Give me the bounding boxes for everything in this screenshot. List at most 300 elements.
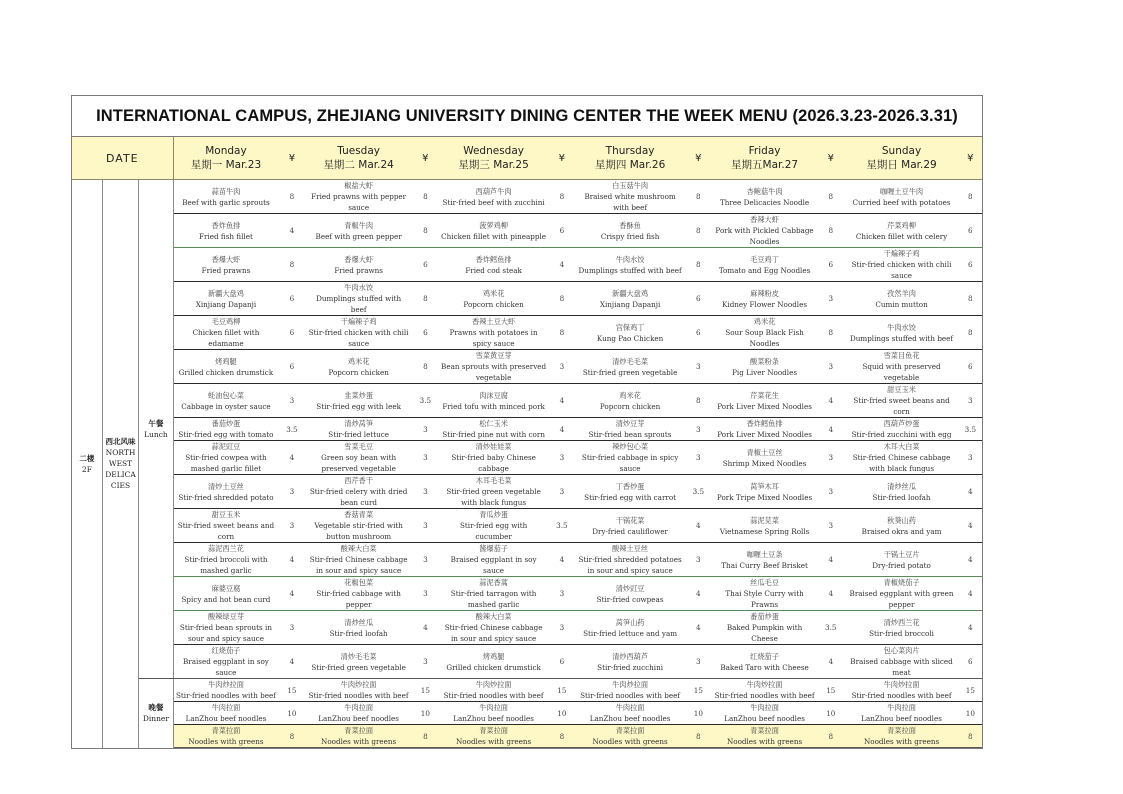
dish-name-en: Beef with green pepper xyxy=(315,231,402,241)
dish-name-cn: 蒜泥苋菜 xyxy=(750,515,779,525)
dish-cell xyxy=(844,180,958,214)
day-header-sunday xyxy=(844,137,958,180)
dish-cell xyxy=(306,350,412,384)
price-cell: 8 xyxy=(685,214,712,248)
dish-name-cn: 莴笋山药 xyxy=(615,617,645,627)
price-cell: 8 xyxy=(959,316,982,350)
dish-cell xyxy=(173,577,278,611)
price-cell: 8 xyxy=(817,725,844,748)
dish-name-cn: 青椒牛肉 xyxy=(344,220,374,230)
day-date: 星期四 Mar.26 xyxy=(594,159,666,171)
menu-row xyxy=(72,543,982,577)
dish-name-en: Beef with garlic sprouts xyxy=(182,197,270,207)
dish-name-en: Braised cabbage with sliced meat xyxy=(850,657,953,677)
dish-cell xyxy=(844,441,958,475)
dish-name-cn: 清炒西兰花 xyxy=(883,617,920,627)
price-cell: 3 xyxy=(548,611,575,645)
dish-name-en: Noodles with greens xyxy=(188,737,264,746)
dish-name-en: Stir-fried egg with carrot xyxy=(584,492,677,502)
dish-cell xyxy=(173,350,278,384)
dish-name-cn: 莴笋木耳 xyxy=(750,481,779,491)
price-cell: 6 xyxy=(959,350,982,384)
dish-name-en: Noodles with greens xyxy=(321,737,397,746)
dish-name-cn: 牛肉拉面 xyxy=(750,703,779,712)
dish-name-en: Stir-fried celery with dried bean curd xyxy=(309,487,408,507)
dish-cell xyxy=(439,702,548,725)
dish-name-en: Pork Liver Mixed Noodles xyxy=(717,401,812,411)
dish-name-cn: 秋葵山药 xyxy=(887,515,916,525)
dish-cell xyxy=(712,679,817,702)
dish-name-cn: 牛肉水饺 xyxy=(344,283,374,292)
dish-name-en: Vietnamese Spring Rolls xyxy=(719,526,810,536)
price-cell: 3 xyxy=(817,350,844,384)
dish-name-en: Fried fish fillet xyxy=(199,231,253,241)
price-cell: 6 xyxy=(959,645,982,679)
price-cell: 6 xyxy=(412,316,439,350)
dish-name-en: Thai Style Curry with Prawns xyxy=(725,589,804,609)
price-cell: 8 xyxy=(548,282,575,316)
dish-name-en: Pork with Pickled Cabbage Noodles xyxy=(715,226,814,246)
dish-cell xyxy=(173,384,278,418)
dish-name-en: Stir-fried lettuce xyxy=(328,430,390,439)
floor-label xyxy=(72,180,102,748)
dish-name-cn: 酸菜粉条 xyxy=(750,356,779,366)
dish-cell xyxy=(576,350,685,384)
dish-cell xyxy=(439,441,548,475)
dish-name-en: Fried prawns with pepper sauce xyxy=(311,192,407,212)
dish-cell xyxy=(576,441,685,475)
price-cell: 3 xyxy=(817,282,844,316)
dish-cell xyxy=(173,441,278,475)
price-cell: 8 xyxy=(559,192,565,201)
dish-name-cn: 麻辣粉皮 xyxy=(750,288,779,298)
dish-name-cn: 牛肉水饺 xyxy=(887,322,916,332)
price-cell: 4 xyxy=(278,543,305,577)
price-cell: 8 xyxy=(817,214,844,248)
dish-name-cn: 青瓜炒蛋 xyxy=(479,510,508,519)
dish-name-en: Stir-fried green vegetable with black fungus xyxy=(446,487,541,507)
dish-name-en: Stir-fried noodles with beef xyxy=(308,691,409,700)
dish-name-en: Xinjiang Dapanji xyxy=(599,299,661,309)
dish-name-cn: 牛肉拉面 xyxy=(479,703,508,712)
dish-cell xyxy=(173,475,278,509)
menu-row xyxy=(72,725,982,748)
dish-name-en: Stir-fried zucchini xyxy=(597,662,664,672)
dish-cell xyxy=(576,611,685,645)
dish-cell xyxy=(439,577,548,611)
currency-label: ¥ xyxy=(412,137,439,180)
price-cell: 8 xyxy=(696,192,701,201)
floor-cn: 二楼 xyxy=(79,453,95,463)
price-cell: 4 xyxy=(685,611,712,645)
header-row xyxy=(72,137,982,180)
dish-name-cn: 蒜泥香蒿 xyxy=(479,578,508,587)
price-cell: 6 xyxy=(278,350,305,384)
dish-name-cn: 松仁玉米 xyxy=(479,419,508,428)
dish-cell xyxy=(173,543,278,577)
dish-name-en: Stir-fried baby Chinese cabbage xyxy=(451,453,536,473)
dish-name-en: Stir-fried egg with leek xyxy=(316,401,401,411)
price-cell: 10 xyxy=(817,702,844,725)
dish-cell xyxy=(576,282,685,316)
currency-label: ¥ xyxy=(548,137,575,180)
dish-cell xyxy=(173,180,278,214)
price-cell: 3 xyxy=(817,509,844,543)
price-cell: 4 xyxy=(278,645,305,679)
dish-name-cn: 辣炒包心菜 xyxy=(612,442,649,451)
dish-cell xyxy=(306,645,412,679)
day-date: 星期三 Mar.25 xyxy=(458,159,529,171)
price-cell: 8 xyxy=(423,192,428,201)
price-cell: 4 xyxy=(685,509,712,543)
dish-cell xyxy=(306,316,412,350)
price-cell: 4 xyxy=(685,577,712,611)
dish-name-en: Bean sprouts with preserved vegetable xyxy=(441,362,547,382)
price-cell: 3 xyxy=(685,645,712,679)
price-cell: 4 xyxy=(548,543,575,577)
dish-name-cn: 清炒莴笋 xyxy=(344,419,374,428)
menu-row xyxy=(72,475,982,509)
price-cell: 3.5 xyxy=(278,418,305,441)
price-cell: 8 xyxy=(289,192,295,201)
dish-cell xyxy=(844,679,958,702)
dish-name-en: Popcorn chicken xyxy=(328,367,389,377)
price-cell: 4 xyxy=(959,577,982,611)
dish-name-en: Braised okra and yam xyxy=(861,526,942,536)
dish-name-en: Stir-fried Chinese cabbage in sour and spicy sauce xyxy=(309,555,408,575)
dish-name-en: Noodles with greens xyxy=(456,737,532,746)
dish-name-cn: 西芹香干 xyxy=(344,476,374,485)
dish-cell xyxy=(712,282,817,316)
dish-name-cn: 咖喱土豆牛肉 xyxy=(879,186,924,196)
price-cell: 3 xyxy=(278,509,305,543)
dish-name-en: Baked Pumpkin with Cheese xyxy=(726,623,803,643)
menu-row xyxy=(72,611,982,645)
dish-name-en: Stir-fried Chinese cabbage in sour and spicy sauce xyxy=(444,623,543,643)
dish-cell xyxy=(576,418,685,441)
dish-name-cn: 新疆大盘鸡 xyxy=(207,288,244,298)
price-cell: 15 xyxy=(278,679,305,702)
price-cell: 6 xyxy=(959,214,982,248)
dish-name-en: Dry-fried cauliflower xyxy=(592,526,668,536)
dish-name-cn: 干煸辣子鸡 xyxy=(340,317,377,326)
menu-row xyxy=(72,248,982,282)
dish-name-cn: 新疆大盘鸡 xyxy=(612,288,649,298)
dish-cell xyxy=(439,180,548,214)
price-cell: 3 xyxy=(817,475,844,509)
day-date: 星期二 Mar.24 xyxy=(323,159,394,171)
dish-name-cn: 牛肉水饺 xyxy=(615,254,645,264)
dish-name-cn: 清炒娃娃菜 xyxy=(475,442,512,451)
date-label: DATE xyxy=(72,137,173,180)
dish-name-cn: 清炒土豆丝 xyxy=(207,481,244,491)
dish-name-cn: 咖喱土豆条 xyxy=(746,549,783,559)
dish-name-en: Fried tofu with minced pork xyxy=(442,401,545,411)
dish-cell xyxy=(712,248,817,282)
dish-cell xyxy=(306,679,412,702)
dish-name-en: Noodles with greens xyxy=(592,737,668,746)
dish-name-cn: 香炸鳕鱼排 xyxy=(746,419,783,428)
dish-name-cn: 蒜苗牛肉 xyxy=(211,186,241,196)
price-cell: 4 xyxy=(959,611,982,645)
dish-cell xyxy=(576,180,685,214)
dish-name-en: Stir-fried loofah xyxy=(872,492,931,502)
dish-name-en: Stir-fried sweet beans and corn xyxy=(177,521,275,541)
dish-name-en: Stir-fried noodles with beef xyxy=(580,691,681,700)
dish-cell xyxy=(576,679,685,702)
dish-cell xyxy=(844,418,958,441)
dish-name-cn: 丁香炒蛋 xyxy=(615,481,645,491)
dish-name-cn: 包心菜肉片 xyxy=(883,646,920,655)
dish-name-en: Stir-fried cowpeas xyxy=(596,594,664,604)
dish-name-cn: 椒盐大虾 xyxy=(344,181,374,190)
dish-name-cn: 酱爆茄子 xyxy=(479,544,508,553)
price-cell: 3 xyxy=(278,475,305,509)
dish-name-en: Vegetable stir-fried with button mushroom xyxy=(314,521,403,541)
venue-cn: 西北风味 xyxy=(105,437,136,447)
dish-cell xyxy=(576,645,685,679)
dish-name-cn: 香爆大虾 xyxy=(344,254,374,264)
dish-name-en: Stir-fried shredded potato xyxy=(178,492,274,502)
dish-name-en: LanZhou beef noodles xyxy=(861,714,942,723)
dish-name-cn: 鸡米花 xyxy=(482,288,505,298)
dish-name-en: Stir-fried egg with cucumber xyxy=(460,521,528,541)
price-cell: 3.5 xyxy=(412,384,439,418)
dish-name-cn: 毛豆鸡柳 xyxy=(211,317,241,326)
dish-name-cn: 芹菜花生 xyxy=(750,390,779,400)
day-date: 星期一 Mar.23 xyxy=(190,159,262,171)
price-cell: 8 xyxy=(959,282,982,316)
dish-name-en: Thai Curry Beef Brisket xyxy=(721,560,808,570)
day-name: Tuesday xyxy=(337,145,380,157)
dish-name-cn: 木耳毛毛菜 xyxy=(475,476,512,485)
dish-name-en: Pork Liver Mixed Noodles xyxy=(717,430,812,439)
dish-name-cn: 牛肉拉面 xyxy=(344,703,374,712)
price-cell: 8 xyxy=(968,192,973,201)
price-cell: 4 xyxy=(278,214,305,248)
dish-name-cn: 青椒土豆丝 xyxy=(746,447,783,457)
dish-name-cn: 红烧茄子 xyxy=(750,651,779,661)
dish-cell xyxy=(712,725,817,748)
currency-label: ¥ xyxy=(278,137,305,180)
price-cell: 3 xyxy=(412,509,439,543)
dish-cell xyxy=(439,475,548,509)
price-cell: 8 xyxy=(278,248,305,282)
dish-name-cn: 青菜拉面 xyxy=(344,726,374,735)
dish-name-cn: 白玉菇牛肉 xyxy=(612,181,649,190)
dish-name-en: Pig Liver Noodles xyxy=(732,367,798,377)
price-cell: 6 xyxy=(685,316,712,350)
dish-name-cn: 牛肉炒拉面 xyxy=(475,680,512,689)
meal-en: Dinner xyxy=(142,714,169,724)
dish-cell xyxy=(844,577,958,611)
dish-name-cn: 香炸鳕鱼排 xyxy=(475,254,512,264)
dish-cell xyxy=(306,214,412,248)
price-cell: 8 xyxy=(685,248,712,282)
dish-name-cn: 雪菜黄豆芽 xyxy=(475,351,512,360)
dish-cell xyxy=(844,543,958,577)
currency-label: ¥ xyxy=(959,137,982,180)
dish-cell xyxy=(712,611,817,645)
price-cell: 6 xyxy=(959,248,982,282)
price-cell: 6 xyxy=(278,282,305,316)
dish-cell xyxy=(439,645,548,679)
price-cell: 3 xyxy=(959,384,982,418)
dish-name-en: Kung Pao Chicken xyxy=(596,333,664,343)
price-cell: 4 xyxy=(817,645,844,679)
dish-name-cn: 雪菜目鱼花 xyxy=(883,351,920,360)
menu-row xyxy=(72,645,982,679)
dish-name-en: Dumplings stuffed with beef xyxy=(850,333,954,343)
dish-cell xyxy=(173,248,278,282)
price-cell: 4 xyxy=(548,384,575,418)
dish-name-cn: 红烧茄子 xyxy=(211,646,241,655)
price-cell: 6 xyxy=(817,248,844,282)
menu-row xyxy=(72,418,982,441)
dish-name-en: Dry-fried potato xyxy=(872,560,931,570)
price-cell: 3.5 xyxy=(548,509,575,543)
dish-cell xyxy=(844,611,958,645)
dish-name-en: Cumin mutton xyxy=(875,299,928,309)
dish-name-en: Stir-fried broccoli with mashed garlic xyxy=(184,555,268,575)
price-cell: 3 xyxy=(412,475,439,509)
dish-name-en: Grilled chicken drumstick xyxy=(178,367,274,377)
dish-name-en: Three Delicacies Noodle xyxy=(719,197,810,207)
dish-cell xyxy=(576,384,685,418)
dish-cell xyxy=(173,418,278,441)
dish-name-en: Stir-fried sweet beans and corn xyxy=(853,396,950,416)
price-cell: 15 xyxy=(685,679,712,702)
dish-cell xyxy=(173,702,278,725)
price-cell: 10 xyxy=(959,702,982,725)
dish-name-en: Sour Soup Black Fish Noodles xyxy=(725,328,804,348)
dish-name-en: Stir-fried noodles with beef xyxy=(175,691,276,700)
dish-cell xyxy=(576,725,685,748)
dish-cell xyxy=(844,248,958,282)
dish-cell xyxy=(712,214,817,248)
dish-name-en: Spicy and hot bean curd xyxy=(181,594,271,604)
dish-cell xyxy=(844,475,958,509)
dish-name-en: Chicken fillet with pineapple xyxy=(441,231,547,241)
dish-name-cn: 韭菜炒蛋 xyxy=(344,390,374,400)
price-cell: 3 xyxy=(278,611,305,645)
day-header-thursday xyxy=(576,137,685,180)
price-cell: 3 xyxy=(278,384,305,418)
dish-cell xyxy=(439,509,548,543)
dish-cell xyxy=(306,418,412,441)
dish-name-cn: 牛肉拉面 xyxy=(887,703,916,712)
venue-label xyxy=(102,180,138,748)
dish-cell xyxy=(439,282,548,316)
price-cell: 3.5 xyxy=(817,611,844,645)
dish-cell xyxy=(439,418,548,441)
dish-cell xyxy=(844,350,958,384)
dish-cell xyxy=(712,543,817,577)
price-cell: 4 xyxy=(959,543,982,577)
dish-name-en: Stir-fried bean sprouts in sour and spicy sauce xyxy=(179,623,272,643)
dish-name-en: Baked Taro with Cheese xyxy=(720,662,809,672)
dish-cell xyxy=(576,577,685,611)
meal-en: Lunch xyxy=(144,430,168,439)
price-cell: 3 xyxy=(548,350,575,384)
dish-name-cn: 酸辣大白菜 xyxy=(475,612,512,621)
dish-cell xyxy=(306,282,412,316)
dish-name-en: Stir-fried beef with zucchini xyxy=(442,197,545,207)
dish-cell xyxy=(576,248,685,282)
dish-name-cn: 清炒豇豆 xyxy=(615,583,645,593)
dish-cell xyxy=(173,725,278,748)
dish-name-en: Stir-fried noodles with beef xyxy=(851,691,952,700)
dish-name-cn: 毛豆鸡丁 xyxy=(750,254,779,264)
day-header-friday xyxy=(712,137,817,180)
dish-cell xyxy=(576,214,685,248)
floor-en: 2F xyxy=(81,464,92,474)
dish-cell xyxy=(173,214,278,248)
dish-name-cn: 牛肉炒拉面 xyxy=(612,680,649,689)
dish-cell xyxy=(439,316,548,350)
dish-name-en: Stir-fried chicken with chili sauce xyxy=(851,260,952,280)
dish-name-en: Braised white mushroom with beef xyxy=(584,192,676,212)
dish-name-cn: 青菜拉面 xyxy=(750,726,779,735)
price-cell: 3 xyxy=(412,441,439,475)
dish-cell xyxy=(306,702,412,725)
dish-cell xyxy=(844,384,958,418)
menu-row xyxy=(72,679,982,702)
dish-cell xyxy=(439,384,548,418)
price-cell: 4 xyxy=(548,248,575,282)
price-cell: 8 xyxy=(959,725,982,748)
dish-cell xyxy=(306,441,412,475)
price-cell: 3 xyxy=(548,441,575,475)
dish-name-cn: 雪菜毛豆 xyxy=(344,442,374,451)
dish-name-en: LanZhou beef noodles xyxy=(724,714,805,723)
menu-row xyxy=(72,702,982,725)
price-cell: 4 xyxy=(278,577,305,611)
menu-table xyxy=(72,137,982,748)
day-name: Monday xyxy=(205,145,247,157)
dish-name-en: Noodles with greens xyxy=(726,737,803,746)
dish-name-cn: 清炒豆芽 xyxy=(615,419,645,428)
dish-name-cn: 牛肉拉面 xyxy=(615,703,645,712)
dish-name-en: Shrimp Mixed Noodles xyxy=(722,458,807,468)
price-cell: 8 xyxy=(685,384,712,418)
dish-name-cn: 鸡米花 xyxy=(753,317,776,326)
menu-row xyxy=(72,316,982,350)
dish-name-cn: 宫保鸡丁 xyxy=(615,322,645,332)
venue-en: NORTH WEST DELICA CIES xyxy=(105,448,136,491)
price-cell: 3 xyxy=(685,350,712,384)
dish-name-cn: 酸辣绿豆芽 xyxy=(207,612,244,621)
dish-cell xyxy=(712,384,817,418)
dish-name-cn: 青椒烧茄子 xyxy=(883,578,920,587)
price-cell: 3 xyxy=(412,418,439,441)
dish-cell xyxy=(844,725,958,748)
dish-name-en: Chicken fillet with celery xyxy=(855,231,948,241)
price-cell: 3 xyxy=(412,577,439,611)
price-cell: 10 xyxy=(412,702,439,725)
price-cell: 3 xyxy=(817,441,844,475)
dish-cell xyxy=(712,702,817,725)
dish-name-cn: 芹菜鸡柳 xyxy=(887,220,916,230)
dish-name-en: Stir-fried broccoli xyxy=(869,628,934,638)
dish-name-en: Grilled chicken drumstick xyxy=(446,662,541,672)
price-cell: 3 xyxy=(685,418,712,441)
menu-row xyxy=(72,577,982,611)
dish-name-en: Chicken fillet with edamame xyxy=(192,328,260,348)
dish-name-cn: 清炒丝瓜 xyxy=(887,481,916,491)
dish-name-en: Stir-fried cabbage in spicy sauce xyxy=(581,453,679,473)
day-header-tuesday xyxy=(306,137,412,180)
